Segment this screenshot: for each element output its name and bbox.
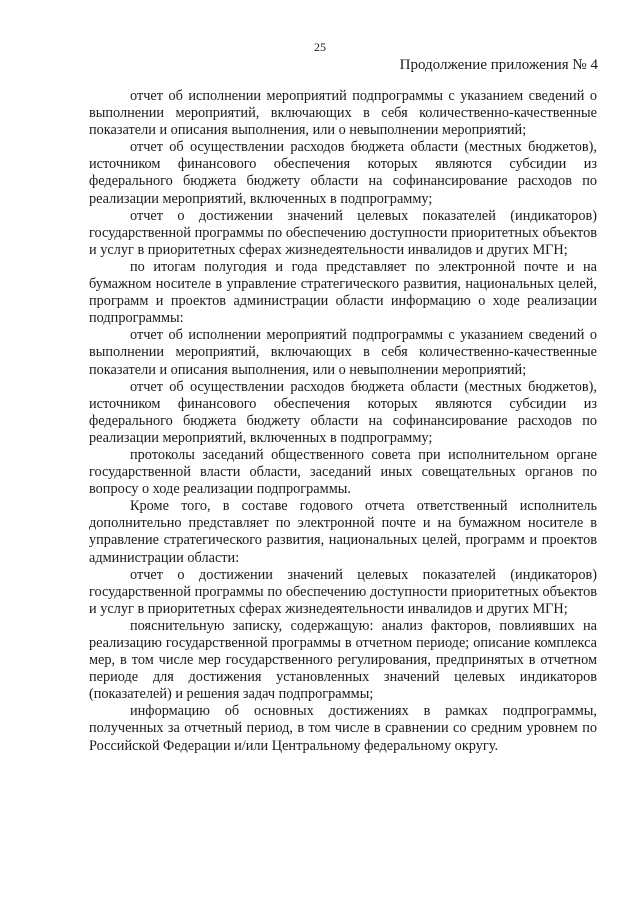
paragraph: отчет об осуществлении расходов бюджета области (местных бюджетов), источником финансового обеспечения которых являются субсидии из федерального бюджета бюджету области на софинансирование расходов по реализации мероприятий, включенных в подпрограмму;: [89, 378, 597, 446]
paragraph: отчет о достижении значений целевых показателей (индикаторов) государственной программы по обеспечению доступности приоритетных объектов и услуг в приоритетных сферах жизнедеятельности инвалидов и других МГН;: [89, 566, 597, 617]
paragraph: отчет об осуществлении расходов бюджета области (местных бюджетов), источником финансового обеспечения которых являются субсидии из федерального бюджета бюджету области на софинансирование расходов по реализации мероприятий, включенных в подпрограмму;: [89, 139, 597, 207]
document-body: [89, 88, 597, 755]
page-number: 25: [314, 40, 326, 54]
paragraph: Кроме того, в составе годового отчета ответственный исполнитель дополнительно представляет по электронной почте и на бумажном носителе в управление стратегического развития, национальных целей, программ и проектов администрации области:: [89, 498, 597, 566]
paragraph: пояснительную записку, содержащую: анализ факторов, повлиявших на реализацию государственной программы в отчетном периоде; описание комплекса мер, в том числе мер государственного регулирования, предпринятых в отчетном периоде для достижения установленных значений целевых индикаторов (показателей) и решения задач подпрограммы;: [89, 617, 597, 703]
paragraph: информацию об основных достижениях в рамках подпрограммы, полученных за отчетный период, в том числе в сравнении со средним уровнем по Российской Федерации и/или Центральному федеральному округу.: [89, 703, 597, 754]
paragraph: отчет об исполнении мероприятий подпрограммы с указанием сведений о выполнении мероприятий, включающих в себя количественно-качественные показатели и описания выполнения, или о невыполнении мероприятий;: [89, 327, 597, 378]
paragraph: отчет об исполнении мероприятий подпрограммы с указанием сведений о выполнении мероприятий, включающих в себя количественно-качественные показатели и описания выполнения, или о невыполнении мероприятий;: [89, 88, 597, 139]
paragraph: протоколы заседаний общественного совета при исполнительном органе государственной власти области, заседаний иных совещательных органов по вопросу о ходе реализации подпрограммы.: [89, 446, 597, 498]
appendix-continuation-header: Продолжение приложения № 4: [399, 57, 598, 73]
paragraph: по итогам полугодия и года представляет по электронной почте и на бумажном носителе в управление стратегического развития, национальных целей, программ и проектов администрации области информацию о ходе реализации подпрограммы:: [89, 258, 597, 327]
paragraph: отчет о достижении значений целевых показателей (индикаторов) государственной программы по обеспечению доступности приоритетных объектов и услуг в приоритетных сферах жизнедеятельности инвалидов и других МГН;: [89, 207, 597, 258]
